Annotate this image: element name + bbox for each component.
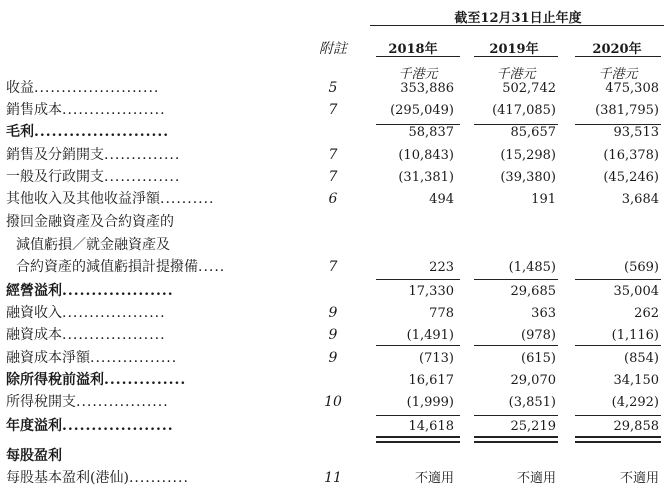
row-value-2018: (31,381) bbox=[398, 170, 454, 185]
row-label-text: 經營溢利 bbox=[6, 283, 62, 299]
row-label bbox=[6, 348, 177, 369]
leader-dots: ....................... bbox=[34, 124, 170, 140]
row-value-2019: 29,070 bbox=[510, 373, 556, 388]
row-value-2020: 29,858 bbox=[613, 419, 659, 434]
year-rule-2019 bbox=[474, 56, 558, 57]
leader-dots: .............. bbox=[104, 147, 181, 163]
row-value-2018: (1,491) bbox=[406, 328, 454, 343]
rule bbox=[376, 124, 460, 125]
rule bbox=[575, 345, 661, 346]
leader-dots: ................... bbox=[62, 102, 166, 118]
leader-dots: ................... bbox=[62, 283, 174, 299]
row-value-2018: 494 bbox=[429, 192, 454, 207]
leader-dots: ................... bbox=[62, 305, 166, 321]
row-label bbox=[16, 235, 170, 256]
row-label-text: 除所得稅前溢利 bbox=[6, 372, 104, 388]
row-value-2020: 35,004 bbox=[613, 284, 659, 299]
row-value-2018: 14,618 bbox=[408, 419, 454, 434]
row-note: 9 bbox=[328, 327, 338, 343]
double-rule bbox=[474, 436, 558, 443]
row-label bbox=[6, 281, 174, 302]
row-value-2019: 不適用 bbox=[516, 471, 556, 486]
row-value-2020: (381,795) bbox=[595, 103, 659, 118]
row-value-2019: (1,485) bbox=[508, 260, 556, 275]
row-value-2019: 191 bbox=[531, 192, 556, 207]
row-label bbox=[6, 212, 174, 233]
row-value-2020: (45,246) bbox=[603, 170, 659, 185]
row-note: 9 bbox=[328, 350, 338, 366]
row-value-2019: (39,380) bbox=[500, 170, 556, 185]
row-note: 11 bbox=[324, 470, 342, 486]
row-value-2020: 475,308 bbox=[605, 81, 659, 96]
row-value-2018: 16,617 bbox=[408, 373, 454, 388]
row-value-2018: 353,886 bbox=[400, 81, 454, 96]
row-note: 9 bbox=[328, 305, 338, 321]
leader-dots: .............. bbox=[104, 169, 181, 185]
year-header-2020: 2020年 bbox=[592, 42, 642, 57]
leader-dots: ..... bbox=[198, 259, 226, 275]
row-value-2019: (615) bbox=[521, 351, 556, 366]
row-label bbox=[6, 145, 180, 166]
year-header-2018: 2018年 bbox=[388, 42, 438, 57]
row-label-text: 一般及行政開支 bbox=[6, 169, 104, 185]
row-value-2018: 778 bbox=[429, 306, 454, 321]
row-value-2020: 262 bbox=[634, 306, 659, 321]
leader-dots: .............. bbox=[104, 372, 187, 388]
period-title-rule bbox=[370, 25, 664, 26]
rule bbox=[474, 345, 558, 346]
row-value-2018: 58,837 bbox=[408, 125, 454, 140]
unit-label-2018: 千港元 bbox=[398, 67, 438, 82]
row-value-2019: 363 bbox=[531, 306, 556, 321]
row-label-text: 減值虧損／就金融資產及 bbox=[16, 237, 170, 253]
row-value-2019: 29,685 bbox=[510, 284, 556, 299]
year-rule-2020 bbox=[575, 56, 661, 57]
row-value-2019: (15,298) bbox=[500, 148, 556, 163]
rule bbox=[575, 279, 661, 280]
row-value-2020: (16,378) bbox=[603, 148, 659, 163]
rule bbox=[474, 415, 558, 416]
row-label bbox=[6, 122, 169, 143]
double-rule bbox=[376, 436, 460, 443]
note-column-header: 附註 bbox=[319, 41, 347, 57]
row-value-2020: 34,150 bbox=[613, 373, 659, 388]
leader-dots: ....................... bbox=[34, 80, 160, 96]
row-label bbox=[6, 167, 180, 188]
row-value-2018: (10,843) bbox=[398, 148, 454, 163]
rule bbox=[474, 124, 558, 125]
leader-dots: ................... bbox=[62, 418, 174, 434]
row-value-2018: 223 bbox=[429, 260, 454, 275]
rule bbox=[575, 415, 661, 416]
row-value-2019: 25,219 bbox=[510, 419, 556, 434]
row-value-2020: 93,513 bbox=[613, 125, 659, 140]
leader-dots: ........... bbox=[128, 470, 189, 486]
row-value-2020: (854) bbox=[624, 351, 659, 366]
row-label bbox=[6, 370, 186, 391]
row-label-text: 銷售成本 bbox=[6, 102, 62, 118]
row-label bbox=[6, 446, 62, 467]
row-label bbox=[6, 189, 215, 210]
row-value-2020: (569) bbox=[624, 260, 659, 275]
rule bbox=[376, 415, 460, 416]
row-note: 10 bbox=[324, 394, 342, 410]
row-note: 7 bbox=[328, 102, 338, 118]
row-note: 7 bbox=[328, 169, 338, 185]
row-label bbox=[6, 100, 166, 121]
row-value-2020: (4,292) bbox=[611, 395, 659, 410]
row-label-text: 其他收入及其他收益淨額 bbox=[6, 191, 160, 207]
row-label bbox=[6, 303, 166, 324]
row-label-text: 融資收入 bbox=[6, 305, 62, 321]
year-rule-2018 bbox=[376, 56, 460, 57]
rule bbox=[474, 279, 558, 280]
row-label-text: 合約資產的減值虧損計提撥備 bbox=[16, 259, 198, 275]
unit-label-2019: 千港元 bbox=[496, 67, 536, 82]
row-value-2019: 85,657 bbox=[510, 125, 556, 140]
row-value-2018: (1,999) bbox=[406, 395, 454, 410]
year-header-2019: 2019年 bbox=[489, 42, 539, 57]
row-note: 7 bbox=[328, 147, 338, 163]
row-label bbox=[6, 78, 159, 99]
row-value-2019: (3,851) bbox=[508, 395, 556, 410]
row-value-2020: 不適用 bbox=[619, 471, 659, 486]
rule bbox=[376, 279, 460, 280]
row-value-2020: (1,116) bbox=[611, 328, 659, 343]
row-value-2018: (713) bbox=[419, 351, 454, 366]
row-label bbox=[6, 325, 166, 346]
row-value-2019: (978) bbox=[521, 328, 556, 343]
leader-dots: ................. bbox=[76, 394, 169, 410]
row-value-2019: 502,742 bbox=[502, 81, 556, 96]
row-value-2019: (417,085) bbox=[492, 103, 556, 118]
row-label-text: 收益 bbox=[6, 80, 34, 96]
row-value-2018: 不適用 bbox=[414, 471, 454, 486]
row-note: 7 bbox=[328, 259, 338, 275]
row-label-text: 所得稅開支 bbox=[6, 394, 76, 410]
row-note: 5 bbox=[328, 80, 338, 96]
row-value-2018: (295,049) bbox=[390, 103, 454, 118]
leader-dots: ................... bbox=[62, 327, 166, 343]
double-rule bbox=[575, 436, 661, 443]
row-label bbox=[6, 392, 169, 413]
row-label-text: 融資成本 bbox=[6, 327, 62, 343]
leader-dots: .......... bbox=[160, 191, 215, 207]
row-label-text: 融資成本淨額 bbox=[6, 350, 90, 366]
period-title: 截至12月31日止年度 bbox=[454, 11, 582, 26]
row-label bbox=[6, 468, 189, 489]
row-label-text: 每股基本盈利(港仙) bbox=[6, 470, 129, 486]
row-label-text: 撥回金融資產及合約資產的 bbox=[6, 214, 174, 230]
row-value-2020: 3,684 bbox=[621, 192, 659, 207]
row-label-text: 銷售及分銷開支 bbox=[6, 147, 104, 163]
unit-label-2020: 千港元 bbox=[598, 67, 638, 82]
row-value-2018: 17,330 bbox=[408, 284, 454, 299]
row-label-text: 年度溢利 bbox=[6, 418, 62, 434]
leader-dots: ................ bbox=[90, 350, 178, 366]
rule bbox=[376, 345, 460, 346]
row-label bbox=[16, 257, 225, 278]
row-label bbox=[6, 416, 174, 437]
row-label-text: 每股盈利 bbox=[6, 448, 62, 464]
row-label-text: 毛利 bbox=[6, 124, 34, 140]
row-note: 6 bbox=[328, 191, 338, 207]
rule bbox=[575, 124, 661, 125]
